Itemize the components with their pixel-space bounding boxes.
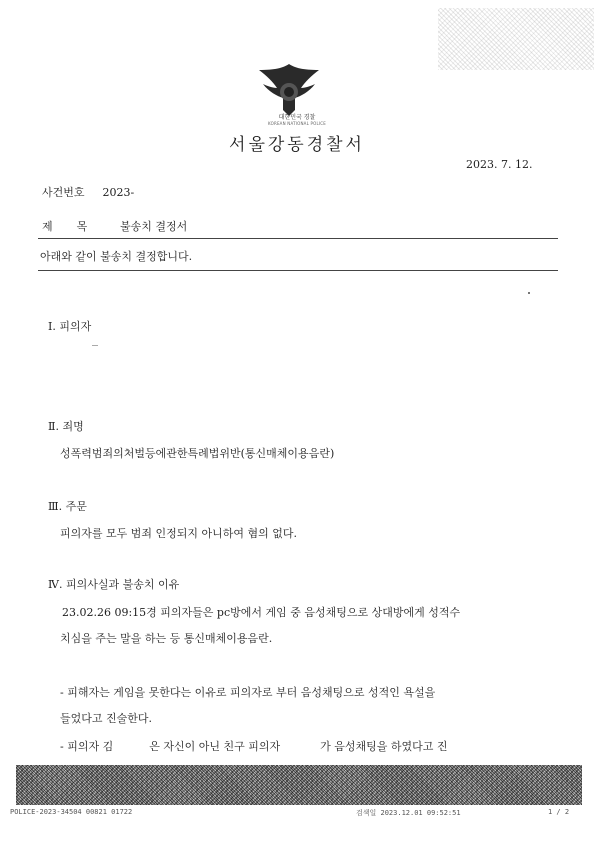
subject-label: 제목 bbox=[42, 220, 112, 233]
redaction-mark bbox=[92, 345, 98, 346]
divider-top bbox=[38, 238, 558, 239]
facts-line-2: 치심을 주는 말을 하는 등 통신매체이용음란. bbox=[60, 632, 273, 645]
facts-bullet-1-line-2: 들었다고 진술한다. bbox=[60, 712, 153, 725]
facts-bullet-2 bbox=[60, 738, 447, 754]
case-number-value: 2023- bbox=[102, 186, 135, 199]
intro-text: 아래와 같이 불송치 결정합니다. bbox=[40, 250, 193, 263]
charge-text: 성폭력범죄의처벌등에관한특례법위반(통신매체이용음란) bbox=[60, 447, 335, 460]
agency-name-korean: 대한민국 경찰 bbox=[278, 114, 316, 121]
facts-bullet-2-part-2: 은 자신이 아닌 친구 피의자 bbox=[149, 740, 281, 753]
subject-value: 불송치 결정서 bbox=[120, 220, 188, 233]
document-date: 2023. 7. 12. bbox=[466, 158, 533, 171]
case-number-label: 사건번호 bbox=[42, 186, 85, 199]
divider-bottom bbox=[38, 270, 558, 271]
facts-bullet-2-part-3: 가 음성채팅을 하였다고 진 bbox=[320, 740, 448, 753]
section-disposition-heading: Ⅲ. 주문 bbox=[48, 500, 87, 513]
facts-bullet-2-part-1: - 피의자 김 bbox=[60, 740, 114, 753]
footer-page-number: 1 / 2 bbox=[548, 808, 570, 816]
section-facts-heading: Ⅳ. 피의사실과 불송치 이유 bbox=[48, 578, 180, 591]
security-pattern-band bbox=[16, 765, 582, 805]
scan-noise-stamp bbox=[438, 8, 594, 70]
footer-document-id: POLICE-2023-34504 00821 01722 bbox=[10, 808, 133, 816]
footer-query-time: 검색일 2023.12.01 09:52:51 bbox=[356, 809, 461, 817]
police-emblem-icon bbox=[253, 58, 325, 118]
facts-line-1: 23.02.26 09:15경 피의자들은 pc방에서 게임 중 음성채팅으로 상대방에게 성적수 bbox=[62, 606, 461, 619]
agency-name-small bbox=[262, 112, 332, 126]
agency-name-english: KOREAN NATIONAL POLICE bbox=[268, 121, 326, 126]
facts-bullet-1-line-1: - 피해자는 게임을 못한다는 이유로 피의자로 부터 음성채팅으로 성적인 욕설을 bbox=[60, 686, 436, 699]
station-title: 서울강동경찰서 bbox=[229, 135, 365, 155]
section-suspect-heading: Ⅰ. 피의자 bbox=[48, 320, 92, 333]
subject-row bbox=[42, 218, 187, 234]
section-charge-heading: Ⅱ. 죄명 bbox=[48, 420, 84, 433]
disposition-text: 피의자를 모두 범죄 인정되지 아니하여 혐의 없다. bbox=[60, 527, 297, 540]
scan-speck bbox=[528, 292, 530, 294]
case-number-row bbox=[42, 184, 134, 200]
